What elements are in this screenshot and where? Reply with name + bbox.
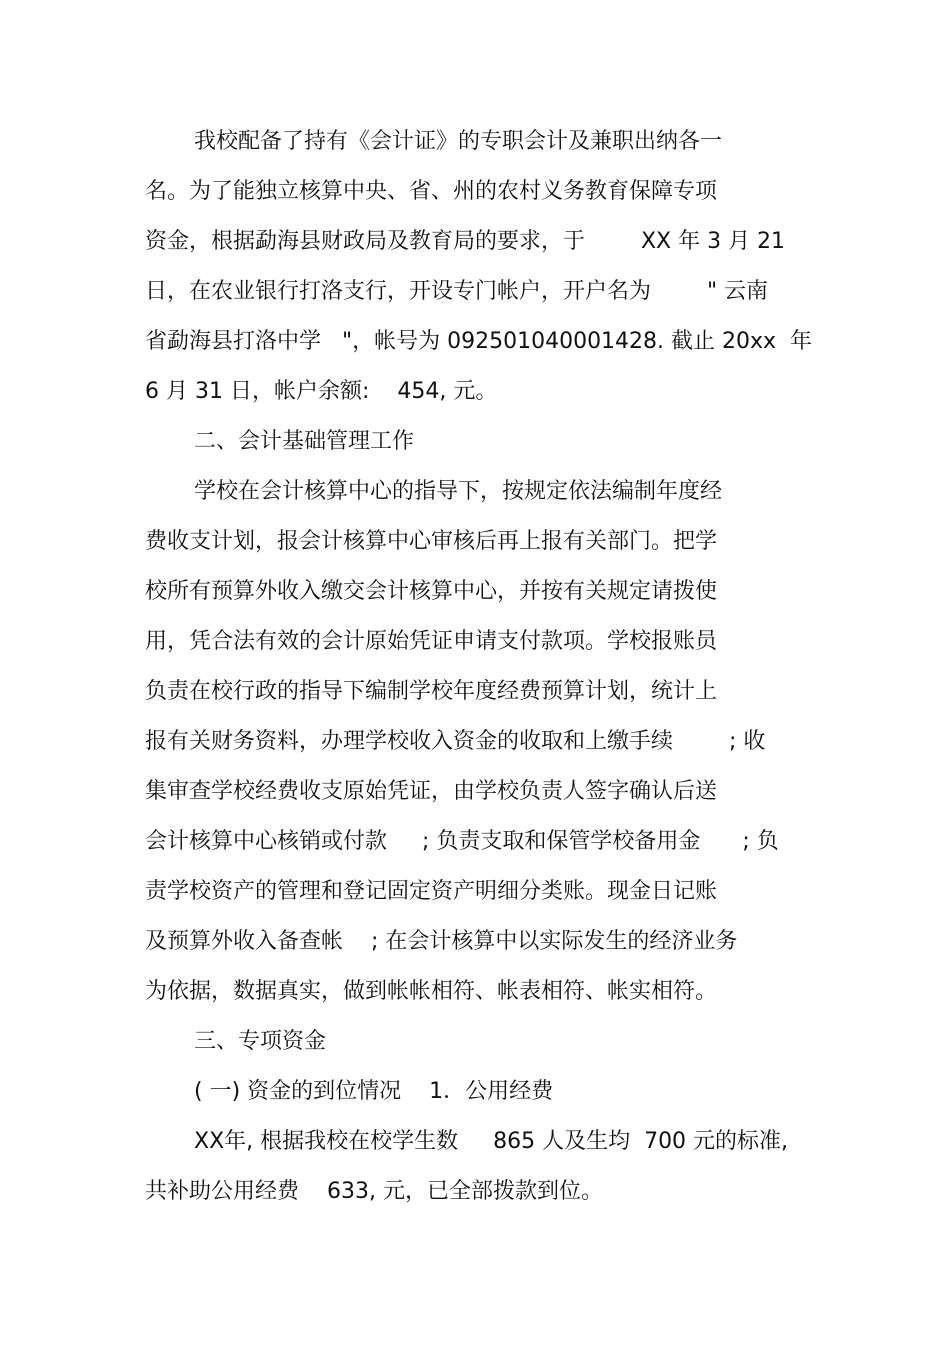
- section-heading: 三、专项资金: [194, 1029, 327, 1054]
- paragraph-line: 及预算外收入备查帐 ; 在会计核算中以实际发生的经济业务: [145, 929, 738, 954]
- paragraph-line: 名。为了能独立核算中央、省、州的农村义务教育保障专项: [145, 179, 718, 204]
- paragraph-line: 费收支计划，报会计核算中心审核后再上报有关部门。把学: [145, 529, 718, 554]
- paragraph-line: 省勐海县打洛中学 "，帐号为 092501040001428. 截止 20xx 年: [145, 329, 813, 354]
- section-heading: 二、会计基础管理工作: [194, 429, 415, 454]
- paragraph-line: 校所有预算外收入缴交会计核算中心，并按有关规定请拨使: [145, 579, 718, 604]
- paragraph-line: 负责在校行政的指导下编制学校年度经费预算计划，统计上: [145, 679, 718, 704]
- paragraph-line: 责学校资产的管理和登记固定资产明细分类账。现金日记账: [145, 879, 718, 904]
- paragraph-line: XX年, 根据我校在校学生数 865 人及生均 700 元的标准,: [194, 1129, 789, 1154]
- paragraph-line: 我校配备了持有《会计证》的专职会计及兼职出纳各一: [194, 129, 723, 154]
- paragraph-line: 共补助公用经费 633, 元，已全部拨款到位。: [145, 1179, 603, 1204]
- paragraph-line: 报有关财务资料，办理学校收入资金的收取和上缴手续 ; 收: [145, 729, 766, 754]
- paragraph-line: 为依据，数据真实，做到帐帐相符、帐表相符、帐实相符。: [145, 979, 718, 1004]
- paragraph-line: 资金，根据勐海县财政局及教育局的要求，于 XX 年 3 月 21: [145, 229, 786, 254]
- subsection-heading: ( 一) 资金的到位情况 1．公用经费: [194, 1079, 554, 1104]
- paragraph-line: 集审查学校经费收支原始凭证，由学校负责人签字确认后送: [145, 779, 718, 804]
- paragraph-line: 会计核算中心核销或付款 ; 负责支取和保管学校备用金 ; 负: [145, 829, 779, 854]
- paragraph-line: 6 月 31 日，帐户余额: 454, 元。: [145, 379, 498, 404]
- paragraph-line: 日，在农业银行打洛支行，开设专门帐户，开户名为 " 云南: [145, 279, 769, 304]
- paragraph-line: 用，凭合法有效的会计原始凭证申请支付款项。学校报账员: [145, 629, 718, 654]
- paragraph-line: 学校在会计核算中心的指导下，按规定依法编制年度经: [194, 479, 723, 504]
